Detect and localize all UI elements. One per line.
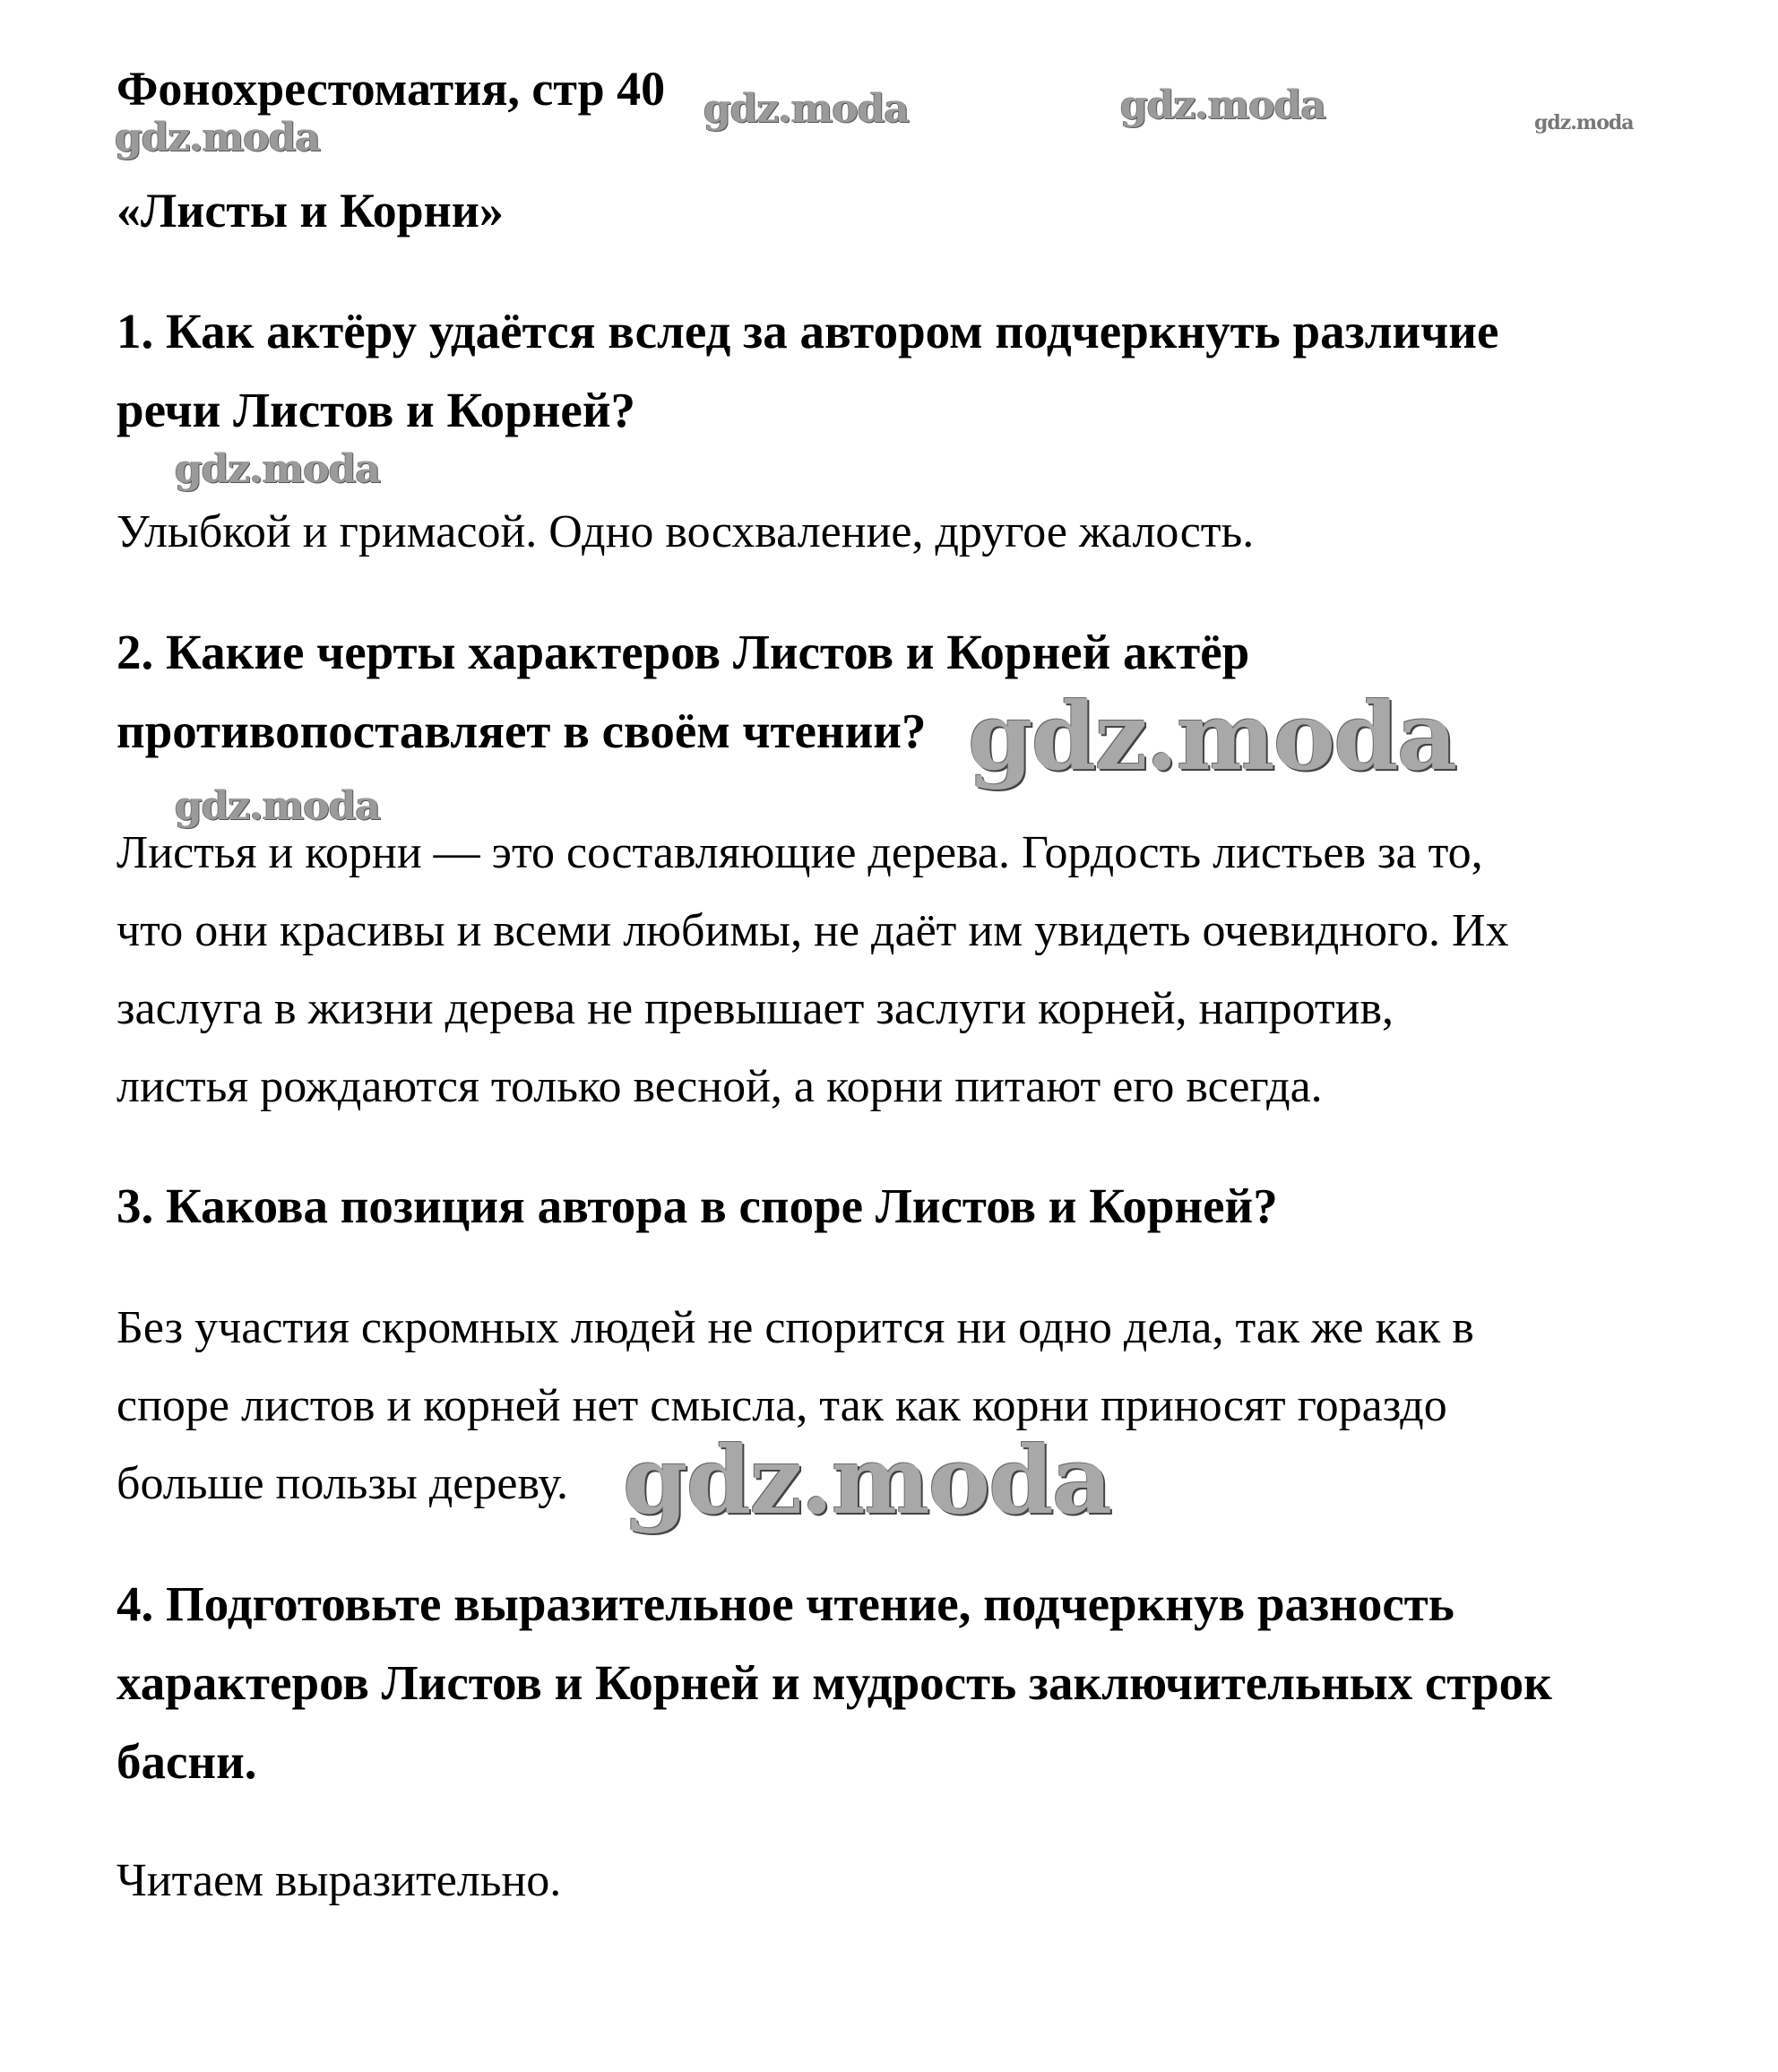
answer-3-line-1: Без участия скромных людей не спорится ни одно дела, так же как в — [117, 1302, 1474, 1353]
answer-2-line-3: заслуга в жизни дерева не превышает заслуги корней, напротив, — [117, 983, 1394, 1034]
answer-3-line-3: больше пользы дереву. — [117, 1458, 569, 1509]
answer-1-line-1: Улыбкой и гримасой. Одно восхваление, другое жалость. — [117, 506, 1255, 557]
watermark: gdz.moda — [115, 115, 321, 160]
answer-4-line-1: Читаем выразительно. — [117, 1855, 562, 1906]
watermark: gdz.moda — [703, 86, 910, 132]
watermark: gdz.moda — [1534, 111, 1634, 134]
question-1-line-2: речи Листов и Корней? — [117, 383, 636, 437]
page-subtitle: «Листы и Корни» — [117, 184, 504, 237]
question-4-line-2: характеров Листов и Корней и мудрость заключительных строк — [117, 1655, 1552, 1710]
page-title: Фонохрестоматия, стр 40 — [117, 62, 666, 116]
question-3-line-1: 3. Какова позиция автора в споре Листов и Корней? — [117, 1178, 1278, 1233]
watermark: gdz.moda — [1120, 82, 1326, 128]
watermark: gdz.moda — [623, 1425, 1111, 1535]
question-2-line-1: 2. Какие черты характеров Листов и Корней актёр — [117, 625, 1250, 679]
question-1-line-1: 1. Как актёру удаётся вслед за автором подчеркнуть различие — [117, 304, 1499, 358]
question-2-line-2: противопоставляет в своём чтении? — [117, 704, 927, 758]
answer-3-line-2: споре листов и корней нет смысла, так как корни приносят гораздо — [117, 1380, 1447, 1431]
answer-2-line-4: листья рождаются только весной, а корни питают его всегда. — [117, 1061, 1323, 1112]
watermark: gdz.moda — [175, 446, 381, 492]
watermark: gdz.moda — [968, 681, 1456, 791]
answer-2-line-2: что они красивы и всеми любимы, не даёт им увидеть очевидного. Их — [117, 905, 1509, 956]
watermark: gdz.moda — [175, 783, 381, 829]
answer-2-line-1: Листья и корни — это составляющие дерева. Гордость листьев за то, — [117, 827, 1483, 878]
question-4-line-1: 4. Подготовьте выразительное чтение, подчеркнув разность — [117, 1576, 1454, 1631]
question-4-line-3: басни. — [117, 1734, 257, 1789]
